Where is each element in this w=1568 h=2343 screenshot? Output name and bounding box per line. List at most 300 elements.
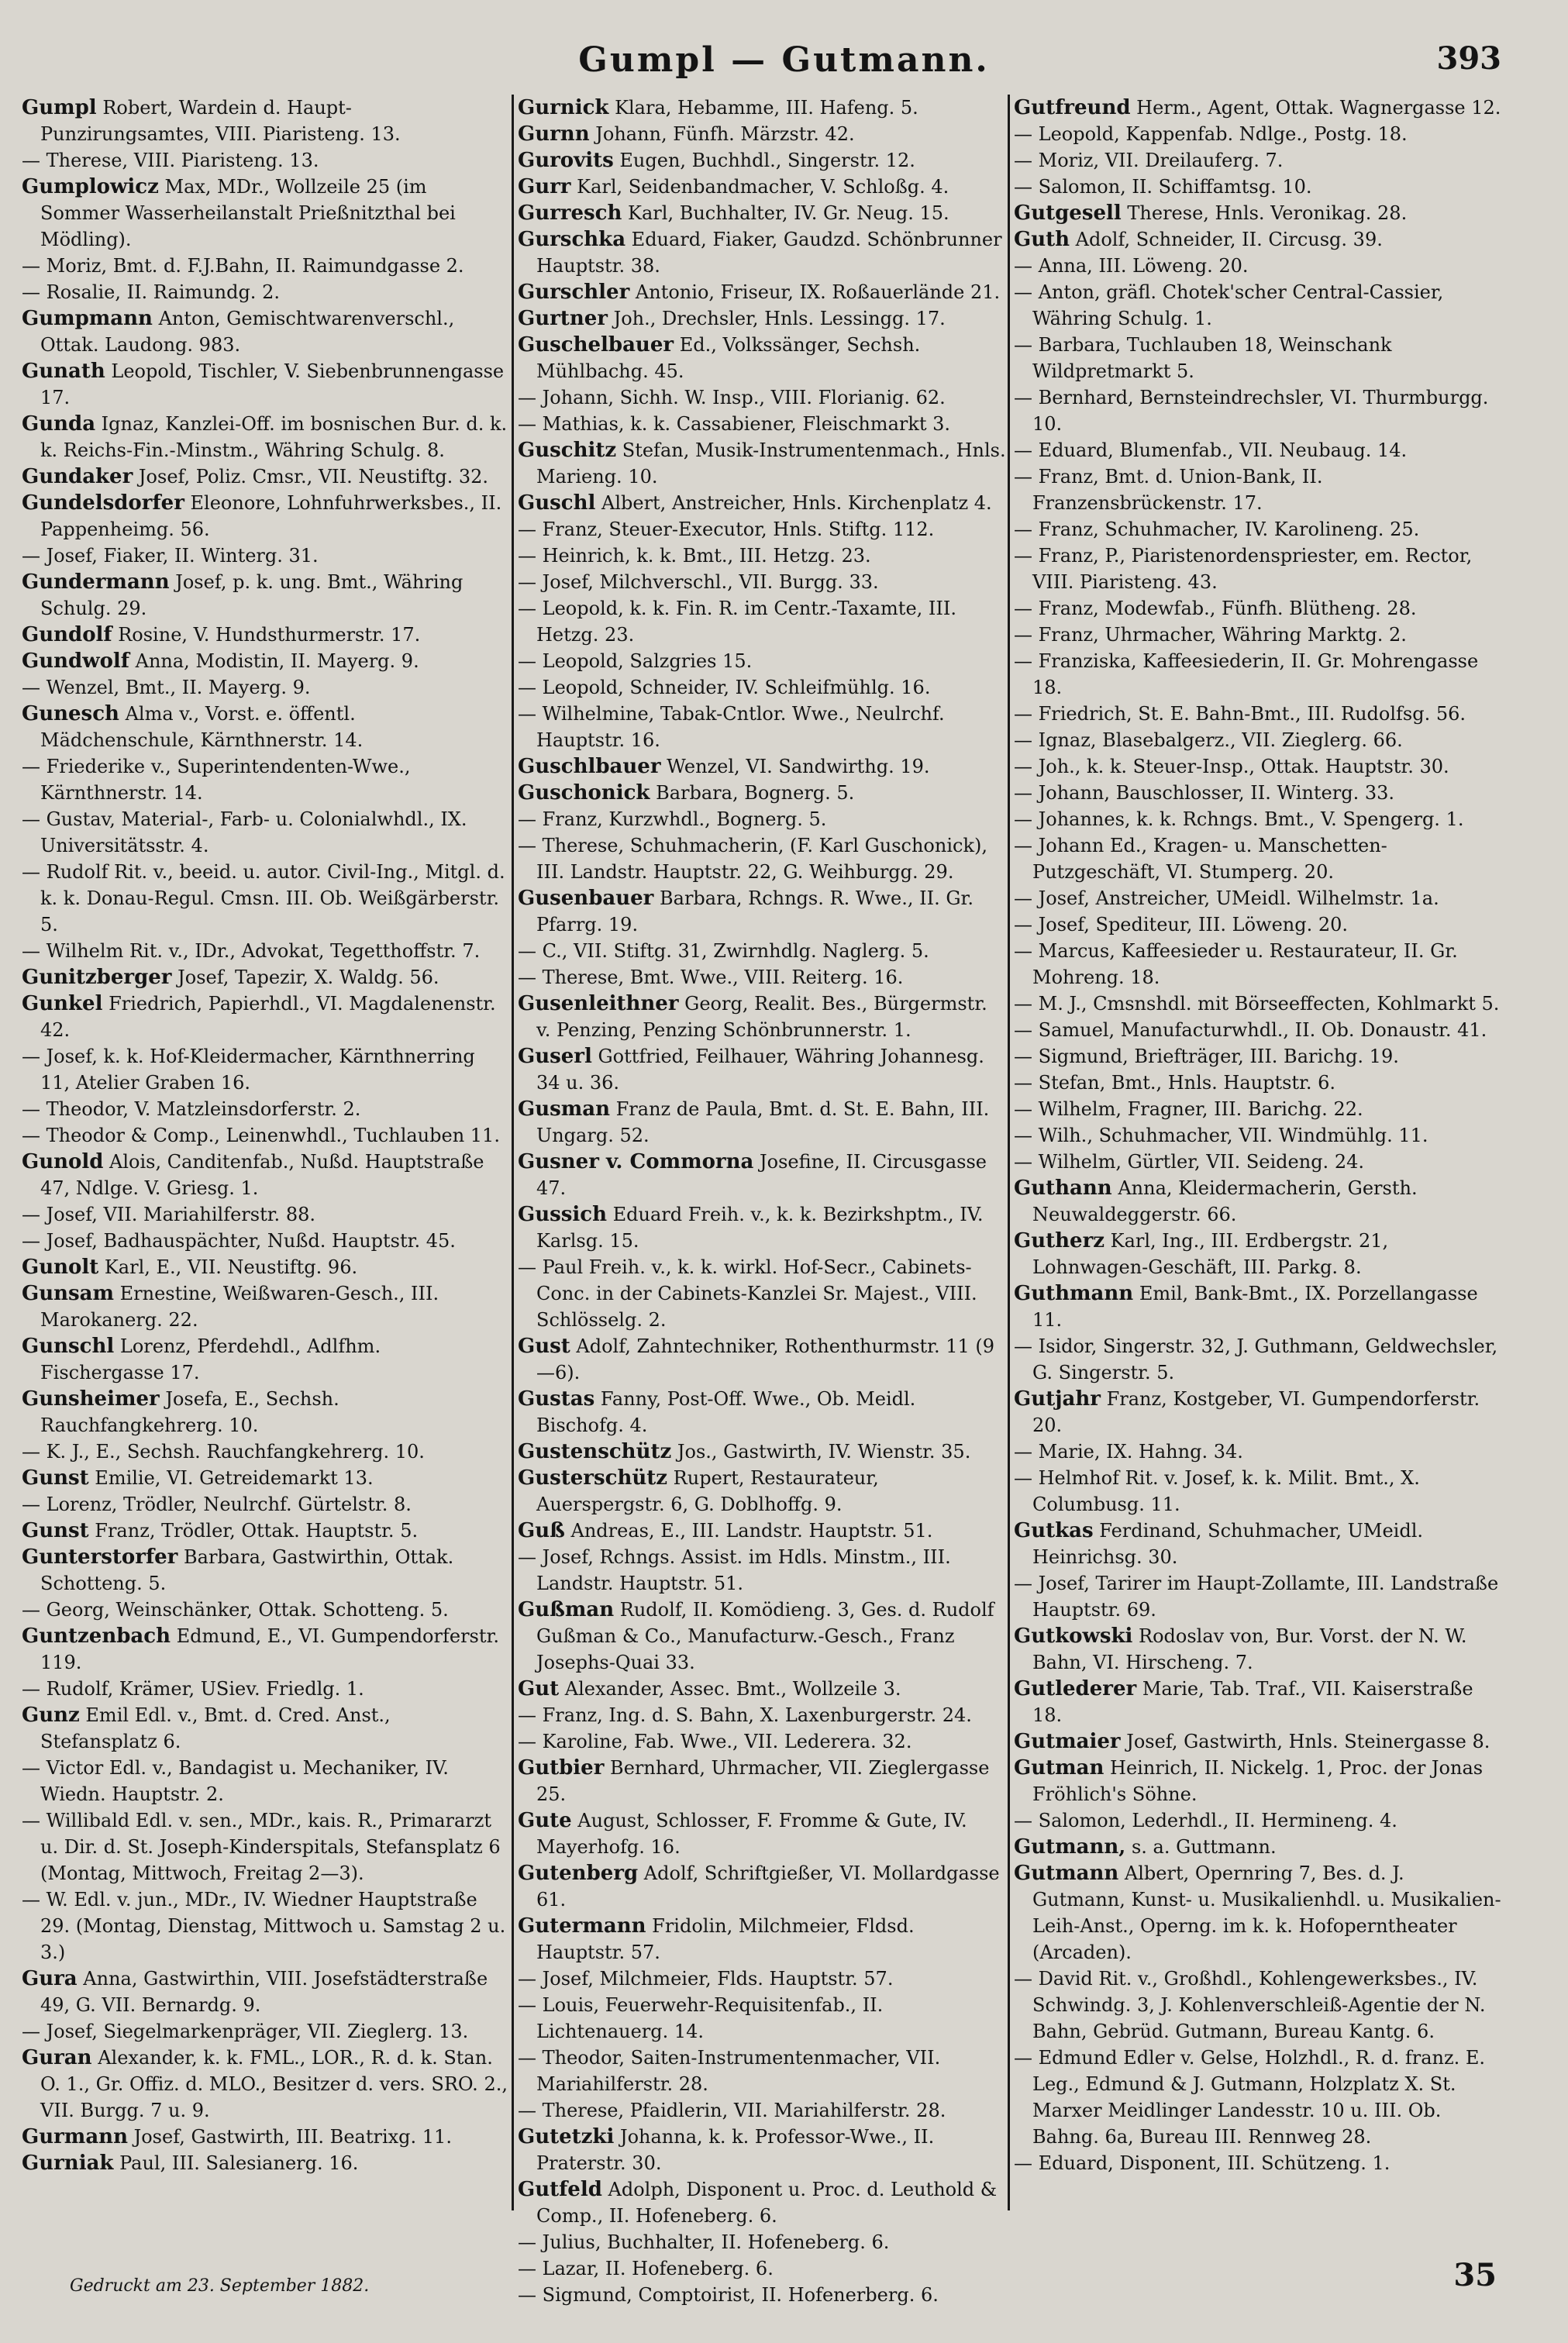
column-2 [518,95,1006,2306]
directory-entry [22,1201,510,1228]
directory-entry [518,1860,1006,1913]
entry-surname: Gundaker [22,465,133,488]
directory-entry [1014,1122,1502,1149]
entry-text: — Josef, Tarirer im Haupt-Zollamte, III. Landstraße Hauptstr. 69. [1014,1573,1499,1621]
directory-entry [1014,622,1502,648]
entry-text: — Bernhard, Bernsteindrechsler, VI. Thurmburgg. 10. [1014,387,1489,435]
directory-entry [1014,938,1502,991]
entry-text: Heinrich, II. Nickelg. 1, Proc. der Jonas Fröhlich's Söhne. [1032,1757,1484,1805]
entry-text: — Eduard, Blumenfab., VII. Neubaug. 14. [1014,439,1408,461]
entry-surname: Gunesch [22,702,119,725]
directory-entry [518,437,1006,490]
entry-text: — Stefan, Bmt., Hnls. Hauptstr. 6. [1014,1072,1336,1094]
entry-text: — Josef, Badhauspächter, Nußd. Hauptstr. 45. [22,1230,456,1252]
entry-surname: Gutenberg [518,1862,639,1885]
entry-surname: Gurr [518,175,571,198]
entry-text: Wenzel, VI. Sandwirthg. 19. [660,756,930,777]
column-divider [1008,95,1010,2210]
directory-entry [518,1518,1006,1544]
entry-text: Jos., Gastwirth, IV. Wienstr. 35. [671,1441,971,1463]
entry-text: Emilie, VI. Getreidemarkt 13. [88,1467,374,1489]
entry-text: Franz, Trödler, Ottak. Hauptstr. 5. [88,1520,419,1542]
entry-text: Josef, Tapezir, X. Waldg. 56. [171,966,439,988]
directory-entry [1014,1333,1502,1386]
directory-entry [518,1465,1006,1518]
entry-surname: Gumpl [22,96,97,119]
entry-surname: Guschonick [518,781,650,805]
entry-text: Adolf, Zahntechniker, Rothenthurmstr. 11 (9—6). [536,1335,995,1383]
directory-entry [518,147,1006,174]
directory-entry [518,1544,1006,1597]
entry-surname: Gutermann [518,1914,646,1938]
entry-text: — Franz, Kurzwhdl., Bognerg. 5. [518,808,827,830]
directory-entry [518,332,1006,384]
entry-surname: Gunsheimer [22,1387,160,1411]
entry-text: Antonio, Friseur, IX. Roßauerlände 21. [629,281,1001,303]
entry-surname: Gundwolf [22,649,129,673]
directory-entry [518,279,1006,305]
entry-surname: Gurresch [518,202,622,225]
entry-text: — Franziska, Kaffeesiederin, II. Gr. Mohrengasse 18. [1014,650,1479,698]
entry-text: Josefa, E., Sechsh. Rauchfangkehrerg. 10. [40,1388,339,1436]
entry-text: — Josef, Fiaker, II. Winterg. 31. [22,545,319,567]
entry-text: — Moriz, VII. Dreilauferg. 7. [1014,150,1284,171]
directory-entry [518,1043,1006,1096]
entry-text: — Leopold, Schneider, IV. Schleifmühlg. 16. [518,677,931,698]
directory-entry [1014,780,1502,806]
entry-text: — Anton, gräfl. Chotek'scher Central-Cassier, Währing Schulg. 1. [1014,281,1444,329]
directory-entry [1014,200,1502,226]
entry-text: Lorenz, Pferdehdl., Adlfhm. Fischergasse 17. [40,1335,381,1383]
directory-entry [1014,1834,1502,1860]
directory-entry [1014,1175,1502,1228]
directory-entry [22,95,510,147]
directory-entry [518,1254,1006,1333]
entry-text: Bernhard, Uhrmacher, VII. Zieglergasse 25. [536,1757,990,1805]
entry-surname: Gutetzki [518,2125,615,2148]
entry-text: — K. J., E., Sechsh. Rauchfangkehrerg. 10. [22,1441,425,1463]
entry-text: Franz de Paula, Bmt. d. St. E. Bahn, III. Ungarg. 52. [536,1098,990,1146]
directory-entry [1014,1465,1502,1518]
entry-text: — Franz, Ing. d. S. Bahn, X. Laxenburgerstr. 24. [518,1704,972,1726]
entry-surname: Gurniak [22,2152,114,2175]
directory-entry [518,938,1006,964]
column-1 [22,95,510,2210]
directory-entry [22,648,510,674]
entry-text: — Theodor, Saiten-Instrumentenmacher, VII. Mariahilferstr. 28. [518,2047,941,2095]
directory-entry [1014,174,1502,200]
entry-surname: Guschlbauer [518,755,661,778]
entry-text: Robert, Wardein d. Haupt-Punzirungsamtes, VIII. Piaristeng. 13. [40,97,401,145]
entry-text: Josef, Gastwirth, III. Beatrixg. 11. [127,2126,452,2148]
entry-surname: Guschelbauer [518,333,674,357]
directory-entry [22,1122,510,1149]
directory-entry [518,753,1006,780]
directory-entry [22,1623,510,1676]
directory-entry [518,2255,1006,2282]
entry-text: Eleonore, Lohnfuhrwerksbes., II. Pappenheimg. 56. [40,492,502,540]
entry-text: — Rudolf, Krämer, USiev. Friedlg. 1. [22,1678,364,1700]
entry-text: — M. J., Cmsnshdl. mit Börseeffecten, Kohlmarkt 5. [1014,993,1500,1015]
entry-text: — Josef, k. k. Hof-Kleidermacher, Kärnthnerring 11, Atelier Graben 16. [22,1046,475,1094]
directory-entry [1014,1228,1502,1280]
entry-text: Fridolin, Milchmeier, Fldsd. Hauptstr. 57. [536,1915,915,1963]
directory-entry [518,2229,1006,2255]
entry-text: — Barbara, Tuchlauben 18, Weinschank Wildpretmarkt 5. [1014,334,1392,382]
entry-surname: Gutbier [518,1756,605,1780]
directory-entry [22,358,510,411]
directory-entry [1014,727,1502,753]
directory-entry [22,991,510,1043]
entry-text: Rosine, V. Hundsthurmerstr. 17. [112,624,421,646]
directory-entry [22,2045,510,2124]
entry-surname: Guth [1014,228,1070,251]
entry-text: Eduard, Fiaker, Gaudzd. Schönbrunner Hauptstr. 38. [536,229,1002,277]
directory-entry [22,1280,510,1333]
entry-surname: Gusenleithner [518,992,679,1015]
entry-text: — Gustav, Material-, Farb- u. Colonialwhdl., IX. Universitätsstr. 4. [22,808,467,856]
directory-entry [22,2124,510,2150]
directory-entry [1014,806,1502,832]
directory-entry [1014,95,1502,121]
directory-entry [1014,2150,1502,2176]
entry-surname: Gumplowicz [22,175,159,198]
entry-surname: Gusterschütz [518,1466,668,1490]
entry-surname: Gustenschütz [518,1440,672,1463]
directory-entry [1014,1676,1502,1728]
entry-text: — Louis, Feuerwehr-Requisitenfab., II. Lichtenauerg. 14. [518,1994,884,2042]
directory-entry [22,253,510,279]
entry-text: Karl, E., VII. Neustiftg. 96. [98,1256,358,1278]
page-header [0,40,1568,87]
entry-text: — Eduard, Disponent, III. Schützeng. 1. [1014,2152,1391,2174]
entry-text: — Franz, Steuer-Executor, Hnls. Stiftg. 112. [518,519,935,540]
directory-entry [22,1966,510,2018]
entry-text: — Salomon, II. Schiffamtsg. 10. [1014,176,1312,198]
entry-text: Anton, Gemischtwarenverschl., Ottak. Laudong. 983. [40,308,455,356]
entry-text: — Franz, P., Piaristenordenspriester, em. Rector, VIII. Piaristeng. 43. [1014,545,1473,593]
entry-text: — Victor Edl. v., Bandagist u. Mechaniker, IV. Wiedn. Hauptstr. 2. [22,1757,449,1805]
directory-entry [1014,832,1502,885]
entry-text: — Wilhelm Rit. v., IDr., Advokat, Tegetthoffstr. 7. [22,940,481,962]
directory-entry [22,2150,510,2176]
entry-text: — Josef, Milchmeier, Flds. Hauptstr. 57. [518,1968,894,1990]
entry-text: — Josef, Siegelmarkenpräger, VII. Zieglerg. 13. [22,2021,469,2042]
entry-surname: Gunolt [22,1256,99,1279]
entry-text: Alois, Canditenfab., Nußd. Hauptstraße 47, Ndlge. V. Griesg. 1. [40,1151,484,1199]
entry-text: — Ignaz, Blasebalgerz., VII. Zieglerg. 66. [1014,729,1403,751]
column-3 [1014,95,1502,2210]
entry-text: Andreas, E., III. Landstr. Hauptstr. 51. [564,1520,933,1542]
directory-entry [22,753,510,806]
entry-surname: Gundolf [22,623,112,646]
directory-entry [518,1386,1006,1439]
directory-entry [22,1491,510,1518]
entry-text: Johanna, k. k. Professor-Wwe., II. Praterstr. 30. [536,2126,935,2174]
entry-text: Anna, Gastwirthin, VIII. Josefstädterstraße 49, G. VII. Bernardg. 9. [40,1968,488,2016]
directory-entry [518,2124,1006,2176]
directory-entry [518,701,1006,753]
directory-entry [1014,648,1502,701]
entry-text: Edmund, E., VI. Gumpendorferstr. 119. [40,1625,499,1673]
entry-text: Marie, Tab. Traf., VII. Kaiserstraße 18. [1032,1678,1473,1726]
directory-entry [22,622,510,648]
entry-surname: Gutkowski [1014,1625,1133,1648]
directory-entry [22,569,510,622]
entry-surname: Gurovits [518,149,614,172]
entry-text: — Joh., k. k. Steuer-Insp., Ottak. Hauptstr. 30. [1014,756,1449,777]
entry-text: Franz, Kostgeber, VI. Gumpendorferstr. 20. [1032,1388,1480,1436]
entry-surname: Gusman [518,1097,611,1121]
entry-text: Adolf, Schneider, II. Circusg. 39. [1070,229,1383,250]
entry-surname: Gunkel [22,992,103,1015]
directory-entry [518,516,1006,543]
directory-entry [518,543,1006,569]
directory-entry [518,674,1006,701]
directory-entry [518,2045,1006,2097]
entry-text: — Therese, Bmt. Wwe., VIII. Reiterg. 16. [518,966,904,988]
directory-entry [22,174,510,253]
entry-text: Karl, Buchhalter, IV. Gr. Neug. 15. [622,202,949,224]
directory-entry [518,1201,1006,1254]
entry-text: — Josef, Rchngs. Assist. im Hdls. Minstm., III. Landstr. Hauptstr. 51. [518,1546,951,1594]
entry-text: — Josef, Anstreicher, UMeidl. Wilhelmstr. 1a. [1014,887,1439,909]
entry-surname: Gutjahr [1014,1387,1101,1411]
entry-text: Adolph, Disponent u. Proc. d. Leuthold & Comp., II. Hofeneberg. 6. [536,2179,998,2227]
entry-text: Eugen, Buchhdl., Singerstr. 12. [613,150,915,171]
directory-entry [1014,543,1502,595]
entry-text: Eduard Freih. v., k. k. Bezirkshptm., IV. Karlsg. 15. [536,1204,984,1252]
print-date: Gedruckt am 23. September 1882. [70,2276,370,2296]
directory-entry [22,1597,510,1623]
entry-text: Emil Edl. v., Bmt. d. Cred. Anst., Stefansplatz 6. [40,1704,391,1752]
directory-entry [22,411,510,463]
entry-text: — Paul Freih. v., k. k. wirkl. Hof-Secr., Cabinets-Conc. in der Cabinets-Kanzlei Sr. Majest., VIII. Schlösselg. 2. [518,1256,977,1331]
directory-entry [1014,1386,1502,1439]
directory-entry [1014,1728,1502,1755]
directory-entry [1014,991,1502,1017]
directory-entry [518,1096,1006,1149]
entry-surname: Guran [22,2046,92,2069]
directory-entry [22,701,510,753]
entry-text: — Samuel, Manufacturwhdl., II. Ob. Donaustr. 41. [1014,1019,1487,1041]
directory-entry [518,1807,1006,1860]
entry-text: Georg, Realit. Bes., Bürgermstr. v. Penzing, Penzing Schönbrunnerstr. 1. [536,993,987,1041]
entry-text: Adolf, Schriftgießer, VI. Mollardgasse 61. [536,1862,1000,1911]
directory-entry [518,1597,1006,1676]
entry-text: — Wilhelm, Gürtler, VII. Seideng. 24. [1014,1151,1364,1173]
directory-entry [518,200,1006,226]
entry-surname: Guthann [1014,1177,1112,1200]
entry-text: — Friedrich, St. E. Bahn-Bmt., III. Rudolfsg. 56. [1014,703,1466,725]
directory-entry [1014,1280,1502,1333]
entry-text: — Sigmund, Comptoirist, II. Hofenerberg. 6. [518,2284,939,2306]
entry-surname: Gunst [22,1519,89,1542]
directory-entry [22,1043,510,1096]
entry-text: Barbara, Rchngs. R. Wwe., II. Gr. Pfarrg. 19. [536,887,974,935]
directory-entry [1014,595,1502,622]
entry-text: — David Rit. v., Großhdl., Kohlengewerksbes., IV. Schwindg. 3, J. Kohlenverschleiß-Agentie der N. Bahn, Gebrüd. Gutmann, Bureau Kantg. 6. [1014,1968,1486,2042]
entry-text: — Julius, Buchhalter, II. Hofeneberg. 6. [518,2231,890,2253]
entry-surname: Gura [22,1967,78,1990]
entry-text: — Wilhelmine, Tabak-Cntlor. Wwe., Neulrchf. Hauptstr. 16. [518,703,945,751]
directory-entry [518,1966,1006,1992]
directory-entry [518,648,1006,674]
directory-entry [518,1439,1006,1465]
entry-surname: Gurschler [518,281,630,304]
entry-text: Alexander, k. k. FML., LOR., R. d. k. Stan. O. 1., Gr. Offiz. d. MLO., Besitzer d. vers. SRO. 2., VII. Burgg. 7 u. 9. [40,2047,508,2121]
directory-entry [22,1149,510,1201]
entry-text: Fanny, Post-Off. Wwe., Ob. Meidl. Bischofg. 4. [536,1388,916,1436]
directory-entry [1014,1070,1502,1096]
directory-entry [1014,1096,1502,1122]
directory-entry [518,1728,1006,1755]
entry-surname: Gutherz [1014,1229,1105,1252]
directory-entry [22,1465,510,1491]
directory-entry [518,885,1006,938]
entry-text: Max, MDr., Wollzeile 25 (im Sommer Wasserheilanstalt Prießnitzthal bei Mödling). [40,176,456,250]
entry-text: — Friederike v., Superintendenten-Wwe., Kärnthnerstr. 14. [22,756,411,804]
directory-entry [1014,885,1502,911]
directory-entry [22,1676,510,1702]
directory-entry [22,1096,510,1122]
directory-entry [518,991,1006,1043]
entry-text: — Therese, VIII. Piaristeng. 13. [22,150,319,171]
entry-surname: Guserl [518,1045,592,1068]
entry-text: — Karoline, Fab. Wwe., VII. Lederera. 32. [518,1731,912,1752]
entry-text: Josefine, II. Circusgasse 47. [536,1151,987,1199]
entry-text: Barbara, Bognerg. 5. [650,782,855,804]
entry-surname: Gutmaier [1014,1730,1121,1753]
entry-text: — C., VII. Stiftg. 31, Zwirnhdlg. Naglerg. 5. [518,940,929,962]
entry-text: — Johannes, k. k. Rchngs. Bmt., V. Spengerg. 1. [1014,808,1464,830]
entry-surname: Gut [518,1677,560,1700]
entry-text: s. a. Guttmann. [1125,1836,1277,1858]
directory-entry [1014,1755,1502,1807]
entry-surname: Gutgesell [1014,202,1122,225]
directory-entry [518,780,1006,806]
entry-surname: Gutlederer [1014,1677,1137,1700]
directory-entry [1014,437,1502,463]
entry-text: Therese, Hnls. Veronikag. 28. [1121,202,1408,224]
directory-entry [22,463,510,490]
entry-text: — Wenzel, Bmt., II. Mayerg. 9. [22,677,311,698]
entry-text: Stefan, Musik-Instrumentenmach., Hnls. Marieng. 10. [536,439,1006,488]
directory-entry [22,1254,510,1280]
column-divider [512,95,514,2210]
entry-text: Paul, III. Salesianerg. 16. [113,2152,359,2174]
entry-text: Ernestine, Weißwaren-Gesch., III. Marokanerg. 22. [40,1283,439,1331]
entry-text: Rudolf, II. Komödieng. 3, Ges. d. Rudolf Gußman & Co., Manufacturw.-Gesch., Franz Josephs-Quai 33. [536,1599,994,1673]
entry-surname: Gunschl [22,1335,115,1358]
entry-text: — Lazar, II. Hofeneberg. 6. [518,2258,774,2279]
entry-text: Friedrich, Papierhdl., VI. Magdalenenstr. 42. [40,993,496,1041]
entry-text: — Sigmund, Briefträger, III. Barichg. 19. [1014,1046,1399,1067]
directory-entry [1014,384,1502,437]
entry-text: — Rosalie, II. Raimundg. 2. [22,281,280,303]
directory-entry [518,95,1006,121]
entry-text: Klara, Hebamme, III. Hafeng. 5. [608,97,918,119]
entry-text: Albert, Anstreicher, Hnls. Kirchenplatz 4. [595,492,992,514]
directory-entry [1014,911,1502,938]
entry-text: — Lorenz, Trödler, Neulrchf. Gürtelstr. 8. [22,1494,412,1515]
entry-surname: Guschl [518,491,596,515]
entry-text: — Marcus, Kaffeesieder u. Restaurateur, II. Gr. Mohreng. 18. [1014,940,1458,988]
directory-entry [22,1228,510,1254]
entry-surname: Gutfreund [1014,96,1131,119]
entry-text: — Therese, Pfaidlerin, VII. Mariahilferstr. 28. [518,2100,946,2121]
entry-text: — Willibald Edl. v. sen., MDr., kais. R., Primararzt u. Dir. d. St. Joseph-Kinderspitals, Stefansplatz 6 (Montag, Mittwoch, Freitag 2—3). [22,1810,501,1884]
entry-text: August, Schlosser, F. Fromme & Gute, IV. Mayerhofg. 16. [536,1810,967,1858]
directory-entry [1014,1017,1502,1043]
directory-entry [22,1518,510,1544]
directory-entry [1014,1623,1502,1676]
directory-entry [518,569,1006,595]
directory-entry [518,1676,1006,1702]
directory-entry [22,1544,510,1597]
entry-surname: Gustas [518,1387,595,1411]
directory-entry [1014,1570,1502,1623]
directory-entry [518,121,1006,147]
directory-entry [22,859,510,938]
directory-entry [518,832,1006,885]
entry-surname: Gumpmann [22,307,153,330]
entry-text: — Anna, III. Löweng. 20. [1014,255,1249,277]
directory-entry [1014,753,1502,780]
directory-entry [22,279,510,305]
entry-surname: Gurschka [518,228,626,251]
directory-entry [1014,2045,1502,2150]
entry-text: — Josef, Spediteur, III. Löweng. 20. [1014,914,1349,935]
entry-surname: Gusenbauer [518,887,654,910]
entry-text: — Theodor & Comp., Leinenwhdl., Tuchlauben 11. [22,1125,500,1146]
directory-entry [1014,1149,1502,1175]
directory-entry [518,2176,1006,2229]
entry-text: Albert, Opernring 7, Bes. d. J. Gutmann, Kunst- u. Musikalienhdl. u. Musikalien-Leih-Anst., Operng. im k. k. Hofoperntheater (Arcaden). [1032,1862,1501,1963]
directory-entry [518,305,1006,332]
entry-text: Karl, Seidenbandmacher, V. Schloßg. 4. [570,176,949,198]
directory-entry [22,305,510,358]
entry-text: Alma v., Vorst. e. öffentl. Mädchenschule, Kärnthnerstr. 14. [40,703,364,751]
directory-entry [1014,279,1502,332]
entry-surname: Gutkas [1014,1519,1094,1542]
entry-text: Josef, p. k. ung. Bmt., Währing Schulg. 29. [40,571,464,619]
entry-surname: Gutmann, [1014,1835,1126,1859]
entry-text: — Marie, IX. Hahng. 34. [1014,1441,1243,1463]
directory-entry [518,1702,1006,1728]
directory-entry [1014,1860,1502,1966]
directory-entry [22,674,510,701]
entry-surname: Gutman [1014,1756,1104,1780]
entry-text: — Moriz, Bmt. d. F.J.Bahn, II. Raimundgasse 2. [22,255,464,277]
directory-entry [22,147,510,174]
entry-text: Herm., Agent, Ottak. Wagnergasse 12. [1130,97,1501,119]
entry-text: Ed., Volkssänger, Sechsh. Mühlbachg. 45. [536,334,921,382]
entry-surname: Guntzenbach [22,1625,171,1648]
entry-surname: Gunst [22,1466,89,1490]
entry-text: — Isidor, Singerstr. 32, J. Guthmann, Geldwechsler, G. Singerstr. 5. [1014,1335,1498,1383]
directory-entry [518,1913,1006,1966]
entry-surname: Gundelsdorfer [22,491,184,515]
directory-entry [22,806,510,859]
directory-entry [518,226,1006,279]
entry-surname: Gurmann [22,2125,128,2148]
entry-text: — Johann, Bauschlosser, II. Winterg. 33. [1014,782,1395,804]
entry-text: Anna, Modistin, II. Mayerg. 9. [129,650,419,672]
entry-text: Rodoslav von, Bur. Vorst. der N. W. Bahn, VI. Hirscheng. 7. [1032,1625,1467,1673]
directory-entry [518,1992,1006,2045]
directory-entry [22,938,510,964]
